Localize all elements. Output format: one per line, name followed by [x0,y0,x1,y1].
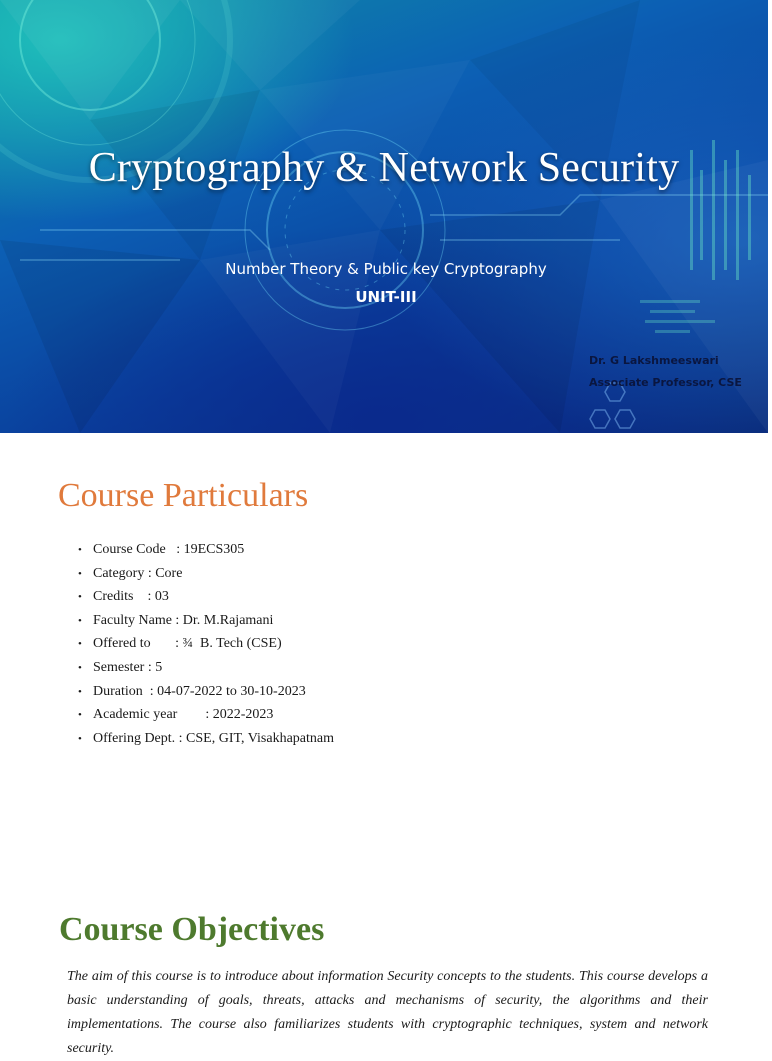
list-item [78,538,334,562]
presentation-subtitle: Number Theory & Public key Cryptography [225,260,547,278]
author-block [589,350,742,394]
particulars-heading: Course Particulars [58,477,309,514]
bullet-icon: • [78,661,82,674]
list-item-text: Faculty Name : Dr. M.Rajamani [93,612,274,628]
title-slide [0,0,768,433]
bullet-icon: • [78,567,82,580]
list-item [78,632,334,656]
list-item [78,680,334,704]
author-name: Dr. G Lakshmeeswari [589,354,719,367]
course-objectives-slide [0,873,768,1056]
objectives-paragraph: The aim of this course is to introduce about information Security concepts to the students. This course develops a basic understanding of goals, threats, attacks and mechanisms of security, the algorithms and their implementations. The course also familiarizes students with cryptographic techniques, system and network security. [67,969,708,1056]
bullet-icon: • [78,732,82,745]
list-item-text: Category : Core [93,565,183,581]
list-item [78,727,334,751]
list-item [78,585,334,609]
course-particulars-slide [0,433,768,873]
list-item-text: Academic year : 2022-2023 [93,707,274,723]
list-item-text: Course Code : 19ECS305 [93,542,245,557]
bullet-icon: • [78,591,82,604]
list-item-text: Offering Dept. : CSE, GIT, Visakhapatnam [93,730,335,746]
particulars-list [78,538,334,750]
list-item-text: Offered to : ¾ B. Tech (CSE) [93,636,282,652]
presentation-title: Cryptography & Network Security [88,145,680,191]
bullet-icon: • [78,709,82,722]
list-item [78,656,334,680]
list-item [78,609,334,633]
unit-label: UNIT-III [355,288,417,306]
list-item [78,562,334,586]
list-item-text: Semester : 5 [93,659,163,675]
list-item-text: Credits : 03 [93,589,169,605]
bullet-icon: • [78,638,82,651]
bullet-icon: • [78,544,82,556]
bullet-icon: • [78,614,82,627]
list-item [78,703,334,727]
objectives-heading: Course Objectives [59,911,325,948]
bullet-icon: • [78,685,82,698]
author-role: Associate Professor, CSE [589,376,742,389]
list-item-text: Duration : 04-07-2022 to 30-10-2023 [93,683,306,699]
